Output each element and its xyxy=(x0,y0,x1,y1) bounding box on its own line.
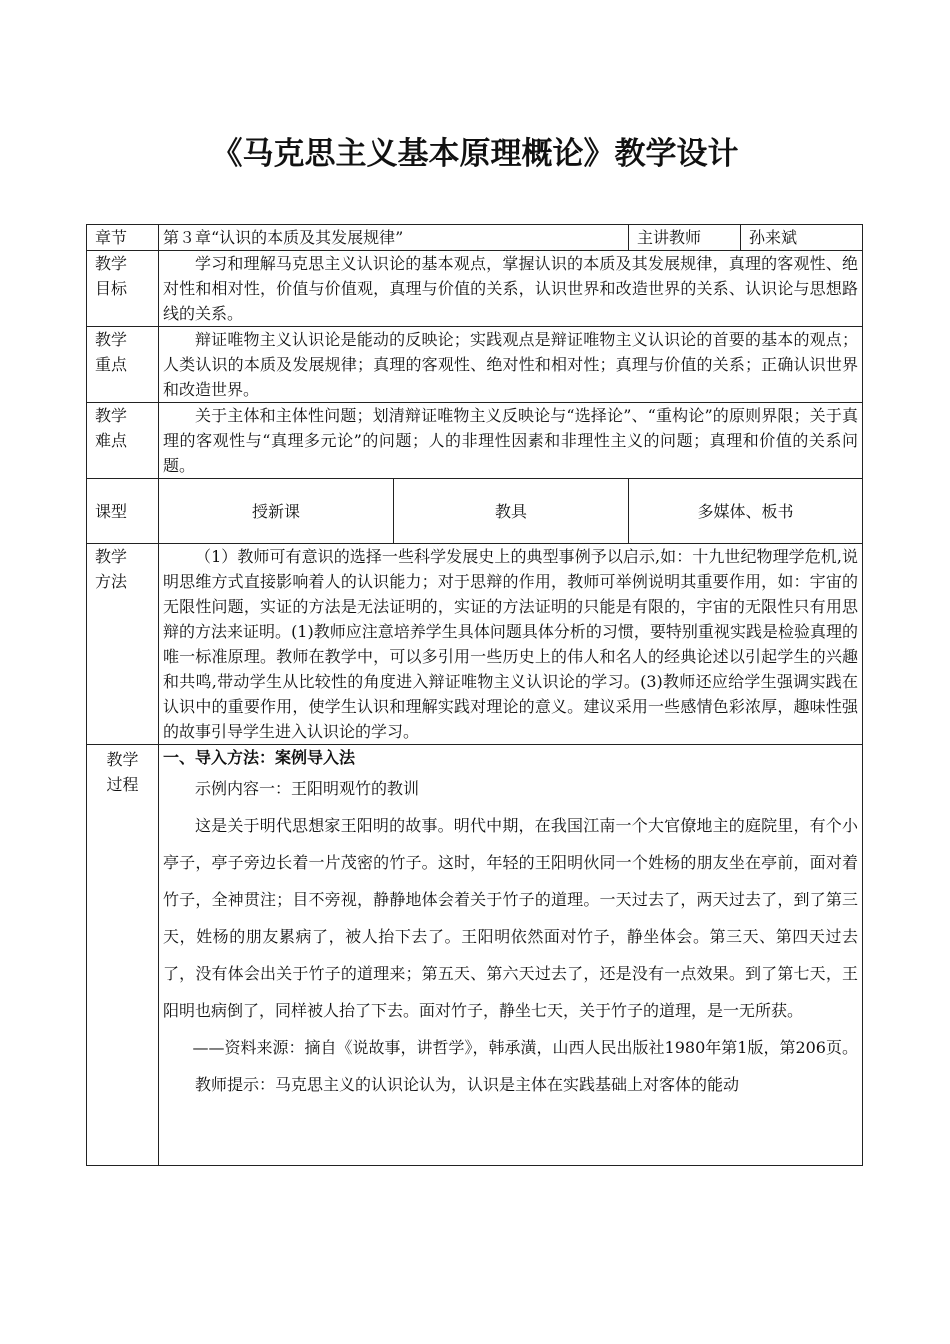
teacher-hint: 教师提示：马克思主义的认识论认为，认识是主体在实践基础上对客体的能动 xyxy=(195,1075,740,1094)
process-content xyxy=(159,745,863,1166)
method-text: （1）教师可有意识的选择一些科学发展史上的典型事例予以启示,如：十九世纪物理学危机,说明思维方式直接影响着人的认识能力；对于思辩的作用，教师可举例说明其重要作用，如：宇宙的无限性问题，实证的方法是无法证明的，实证的方法证明的只能是有限的，宇宙的无限性只有用思辩的方法来证明。(1)教师应注意培养学生具体问题具体分析的习惯，要特别重视实践是检验真理的唯一标准原理。教师在教学中，可以多引用一些历史上的伟人和名人的经典论述以引起学生的兴趣和共鸣,带动学生从比较性的角度进入辩证唯物主义认识论的学习。(3)教师还应给学生强调实践在认识中的重要作用，使学生认识和理解实践对理论的意义。建议采用一些感情色彩浓厚，趣味性强的故事引导学生进入认识论的学习。 xyxy=(159,544,863,745)
lesson-plan-table xyxy=(86,224,863,1166)
example-title: 示例内容一：王阳明观竹的教训 xyxy=(195,779,420,798)
process-row xyxy=(87,745,863,1166)
source-citation: ——资料来源：摘自《说故事，讲哲学》，韩承潢，山西人民出版社1980年第1版，第206页。 xyxy=(192,1038,858,1057)
story-text: 这是关于明代思想家王阳明的故事。明代中期，在我国江南一个大官僚地主的庭院里，有个小亭子，亭子旁边长着一片茂密的竹子。这时，年轻的王阳明伙同一个姓杨的朋友坐在亭前，面对着竹子，全神贯注；目不旁视，静静地体会着关于竹子的道理。一天过去了，两天过去了，到了第三天，姓杨的朋友累病了，被人抬下去了。王阳明依然面对竹子，静坐体会。第三天、第四天过去了，没有体会出关于竹子的道理来；第五天、第六天过去了，还是没有一点效果。到了第七天，王阳明也病倒了，同样被人抬了下去。面对竹子，静坐七天，关于竹子的道理，是一无所获。 xyxy=(163,816,858,1020)
method-row xyxy=(87,544,863,745)
process-label-line1: 教学 xyxy=(106,750,139,769)
tools-label: 教具 xyxy=(394,479,629,544)
chapter-value: 第３章“认识的本质及其发展规律” xyxy=(159,225,629,251)
process-label-line2: 过程 xyxy=(106,775,139,794)
teacher-name: 孙来斌 xyxy=(741,225,863,251)
process-heading: 一、导入方法：案例导入法 xyxy=(163,748,356,767)
goals-text: 学习和理解马克思主义认识论的基本观点，掌握认识的本质及其发展规律，真理的客观性、绝对性和相对性，价值与价值观，真理与价值的关系，认识世界和改造世界的关系、认识论与思想路线的关系。 xyxy=(159,251,863,327)
key-points-label xyxy=(87,327,159,403)
difficulties-label xyxy=(87,403,159,479)
difficulties-label-line2: 难点 xyxy=(95,431,128,450)
key-points-label-line1: 教学 xyxy=(95,330,128,349)
method-label-line1: 教学 xyxy=(95,547,128,566)
goals-label-line2: 目标 xyxy=(95,279,128,298)
goals-row xyxy=(87,251,863,327)
process-label xyxy=(87,745,159,1166)
method-label xyxy=(87,544,159,745)
course-row xyxy=(87,479,863,544)
method-label-line2: 方法 xyxy=(95,572,128,591)
goals-label-line1: 教学 xyxy=(95,254,128,273)
key-points-row xyxy=(87,327,863,403)
chapter-row xyxy=(87,225,863,251)
goals-label xyxy=(87,251,159,327)
tools-value: 多媒体、板书 xyxy=(629,479,863,544)
teacher-label: 主讲教师 xyxy=(629,225,741,251)
course-type: 授新课 xyxy=(159,479,394,544)
page-title: 《马克思主义基本原理概论》教学设计 xyxy=(211,136,739,172)
difficulties-row xyxy=(87,403,863,479)
chapter-label: 章节 xyxy=(87,225,159,251)
difficulties-label-line1: 教学 xyxy=(95,406,128,425)
key-points-label-line2: 重点 xyxy=(95,355,128,374)
key-points-text: 辩证唯物主义认识论是能动的反映论；实践观点是辩证唯物主义认识论的首要的基本的观点；人类认识的本质及发展规律；真理的客观性、绝对性和相对性；真理与价值的关系；正确认识世界和改造世界。 xyxy=(159,327,863,403)
difficulties-text: 关于主体和主体性问题；划清辩证唯物主义反映论与“选择论”、“重构论”的原则界限；关于真理的客观性与“真理多元论”的问题；人的非理性因素和非理性主义的问题；真理和价值的关系问题。 xyxy=(159,403,863,479)
course-label: 课型 xyxy=(87,479,159,544)
